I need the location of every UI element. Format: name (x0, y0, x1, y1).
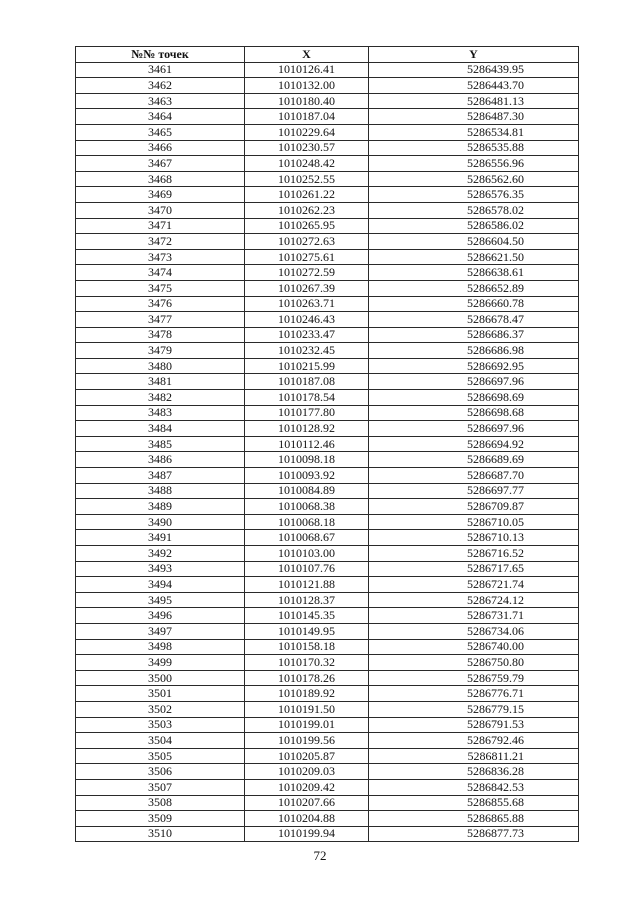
x-cell: 1010103.00 (245, 546, 369, 562)
table-row (76, 670, 579, 686)
table-row (76, 327, 579, 343)
table-row (76, 78, 579, 94)
point-number-cell: 3478 (76, 327, 245, 343)
x-cell: 1010180.40 (245, 93, 369, 109)
table-row (76, 483, 579, 499)
point-number-cell: 3488 (76, 483, 245, 499)
y-cell: 5286694.92 (369, 436, 579, 452)
x-cell: 1010178.26 (245, 670, 369, 686)
table-row (76, 655, 579, 671)
y-cell: 5286721.74 (369, 577, 579, 593)
x-cell: 1010170.32 (245, 655, 369, 671)
y-cell: 5286652.89 (369, 280, 579, 296)
x-cell: 1010275.61 (245, 249, 369, 265)
x-cell: 1010098.18 (245, 452, 369, 468)
table-row (76, 421, 579, 437)
point-number-cell: 3491 (76, 530, 245, 546)
table-row (76, 468, 579, 484)
table-row (76, 124, 579, 140)
x-cell: 1010272.59 (245, 265, 369, 281)
y-cell: 5286534.81 (369, 124, 579, 140)
x-cell: 1010177.80 (245, 405, 369, 421)
point-number-cell: 3481 (76, 374, 245, 390)
table-row (76, 358, 579, 374)
y-cell: 5286556.96 (369, 156, 579, 172)
point-number-cell: 3483 (76, 405, 245, 421)
point-number-cell: 3473 (76, 249, 245, 265)
x-cell: 1010209.42 (245, 779, 369, 795)
y-cell: 5286698.69 (369, 390, 579, 406)
y-cell: 5286578.02 (369, 202, 579, 218)
y-cell: 5286686.98 (369, 343, 579, 359)
x-cell: 1010246.43 (245, 312, 369, 328)
table-row (76, 156, 579, 172)
x-cell: 1010128.37 (245, 592, 369, 608)
point-number-cell: 3509 (76, 811, 245, 827)
table-row (76, 171, 579, 187)
table-row (76, 779, 579, 795)
x-cell: 1010229.64 (245, 124, 369, 140)
x-cell: 1010215.99 (245, 358, 369, 374)
point-number-cell: 3468 (76, 171, 245, 187)
y-cell: 5286535.88 (369, 140, 579, 156)
y-cell: 5286487.30 (369, 109, 579, 125)
point-number-cell: 3470 (76, 202, 245, 218)
x-cell: 1010128.92 (245, 421, 369, 437)
point-number-cell: 3490 (76, 514, 245, 530)
point-number-cell: 3469 (76, 187, 245, 203)
table-row (76, 312, 579, 328)
table-row (76, 499, 579, 515)
x-cell: 1010187.08 (245, 374, 369, 390)
x-cell: 1010261.22 (245, 187, 369, 203)
point-number-cell: 3499 (76, 655, 245, 671)
y-cell: 5286811.21 (369, 748, 579, 764)
point-number-cell: 3484 (76, 421, 245, 437)
table-row (76, 202, 579, 218)
y-cell: 5286791.53 (369, 717, 579, 733)
y-cell: 5286576.35 (369, 187, 579, 203)
y-cell: 5286689.69 (369, 452, 579, 468)
table-row (76, 140, 579, 156)
table-row (76, 374, 579, 390)
point-number-cell: 3479 (76, 343, 245, 359)
point-number-cell: 3461 (76, 62, 245, 78)
y-cell: 5286692.95 (369, 358, 579, 374)
x-cell: 1010272.63 (245, 234, 369, 250)
point-number-cell: 3489 (76, 499, 245, 515)
y-cell: 5286779.15 (369, 701, 579, 717)
point-number-cell: 3476 (76, 296, 245, 312)
y-cell: 5286678.47 (369, 312, 579, 328)
table-row (76, 234, 579, 250)
y-cell: 5286734.06 (369, 623, 579, 639)
y-cell: 5286638.61 (369, 265, 579, 281)
point-number-cell: 3462 (76, 78, 245, 94)
y-cell: 5286443.70 (369, 78, 579, 94)
point-number-cell: 3477 (76, 312, 245, 328)
point-number-cell: 3465 (76, 124, 245, 140)
point-number-cell: 3504 (76, 733, 245, 749)
table-header-row (76, 47, 579, 63)
point-number-cell: 3502 (76, 701, 245, 717)
point-number-cell: 3472 (76, 234, 245, 250)
y-cell: 5286687.70 (369, 468, 579, 484)
y-cell: 5286740.00 (369, 639, 579, 655)
x-cell: 1010068.38 (245, 499, 369, 515)
x-cell: 1010107.76 (245, 561, 369, 577)
table-row (76, 608, 579, 624)
y-cell: 5286750.80 (369, 655, 579, 671)
x-cell: 1010132.00 (245, 78, 369, 94)
table-row (76, 452, 579, 468)
y-cell: 5286716.52 (369, 546, 579, 562)
y-cell: 5286562.60 (369, 171, 579, 187)
table-row (76, 546, 579, 562)
point-number-cell: 3501 (76, 686, 245, 702)
page-number: 72 (313, 848, 327, 863)
table-row (76, 109, 579, 125)
table-row (76, 280, 579, 296)
x-cell: 1010191.50 (245, 701, 369, 717)
y-cell: 5286621.50 (369, 249, 579, 265)
point-number-cell: 3464 (76, 109, 245, 125)
table-row (76, 795, 579, 811)
table-row (76, 187, 579, 203)
point-number-cell: 3482 (76, 390, 245, 406)
table-row (76, 717, 579, 733)
x-cell: 1010263.71 (245, 296, 369, 312)
x-cell: 1010068.18 (245, 514, 369, 530)
point-number-cell: 3505 (76, 748, 245, 764)
table-row (76, 93, 579, 109)
y-cell: 5286792.46 (369, 733, 579, 749)
x-cell: 1010178.54 (245, 390, 369, 406)
point-number-cell: 3474 (76, 265, 245, 281)
x-cell: 1010126.41 (245, 62, 369, 78)
y-cell: 5286836.28 (369, 764, 579, 780)
y-cell: 5286759.79 (369, 670, 579, 686)
table-row (76, 639, 579, 655)
point-number-cell: 3497 (76, 623, 245, 639)
table-row (76, 390, 579, 406)
point-number-cell: 3503 (76, 717, 245, 733)
table-row (76, 826, 579, 842)
x-cell: 1010093.92 (245, 468, 369, 484)
table-row (76, 249, 579, 265)
table-row (76, 343, 579, 359)
table-row (76, 265, 579, 281)
table-row (76, 764, 579, 780)
point-number-cell: 3485 (76, 436, 245, 452)
x-cell: 1010112.46 (245, 436, 369, 452)
y-cell: 5286604.50 (369, 234, 579, 250)
y-cell: 5286724.12 (369, 592, 579, 608)
x-cell: 1010145.35 (245, 608, 369, 624)
point-number-cell: 3507 (76, 779, 245, 795)
y-cell: 5286697.96 (369, 421, 579, 437)
table-body (76, 62, 579, 842)
point-number-cell: 3493 (76, 561, 245, 577)
x-cell: 1010248.42 (245, 156, 369, 172)
table-row (76, 733, 579, 749)
table-row (76, 62, 579, 78)
x-cell: 1010158.18 (245, 639, 369, 655)
y-cell: 5286865.88 (369, 811, 579, 827)
header-x: X (245, 47, 369, 63)
table-row (76, 811, 579, 827)
x-cell: 1010207.66 (245, 795, 369, 811)
table-row (76, 436, 579, 452)
x-cell: 1010199.56 (245, 733, 369, 749)
x-cell: 1010068.67 (245, 530, 369, 546)
table-row (76, 218, 579, 234)
y-cell: 5286710.05 (369, 514, 579, 530)
y-cell: 5286697.77 (369, 483, 579, 499)
x-cell: 1010252.55 (245, 171, 369, 187)
point-number-cell: 3494 (76, 577, 245, 593)
x-cell: 1010265.95 (245, 218, 369, 234)
point-number-cell: 3498 (76, 639, 245, 655)
y-cell: 5286697.96 (369, 374, 579, 390)
y-cell: 5286855.68 (369, 795, 579, 811)
point-number-cell: 3508 (76, 795, 245, 811)
table-row (76, 296, 579, 312)
table-row (76, 561, 579, 577)
table-row (76, 701, 579, 717)
x-cell: 1010149.95 (245, 623, 369, 639)
x-cell: 1010199.94 (245, 826, 369, 842)
y-cell: 5286709.87 (369, 499, 579, 515)
header-y: Y (369, 47, 579, 63)
y-cell: 5286842.53 (369, 779, 579, 795)
y-cell: 5286698.68 (369, 405, 579, 421)
y-cell: 5286717.65 (369, 561, 579, 577)
table-row (76, 592, 579, 608)
point-number-cell: 3466 (76, 140, 245, 156)
y-cell: 5286877.73 (369, 826, 579, 842)
table-row (76, 530, 579, 546)
coordinates-table (75, 46, 579, 842)
table-row (76, 748, 579, 764)
point-number-cell: 3487 (76, 468, 245, 484)
header-point-number: №№ точек (76, 47, 245, 63)
point-number-cell: 3495 (76, 592, 245, 608)
table-row (76, 623, 579, 639)
point-number-cell: 3496 (76, 608, 245, 624)
x-cell: 1010189.92 (245, 686, 369, 702)
y-cell: 5286481.13 (369, 93, 579, 109)
x-cell: 1010209.03 (245, 764, 369, 780)
table-row (76, 686, 579, 702)
point-number-cell: 3500 (76, 670, 245, 686)
y-cell: 5286686.37 (369, 327, 579, 343)
y-cell: 5286731.71 (369, 608, 579, 624)
x-cell: 1010205.87 (245, 748, 369, 764)
table-row (76, 405, 579, 421)
x-cell: 1010233.47 (245, 327, 369, 343)
point-number-cell: 3475 (76, 280, 245, 296)
y-cell: 5286710.13 (369, 530, 579, 546)
x-cell: 1010267.39 (245, 280, 369, 296)
x-cell: 1010199.01 (245, 717, 369, 733)
x-cell: 1010230.57 (245, 140, 369, 156)
x-cell: 1010187.04 (245, 109, 369, 125)
y-cell: 5286586.02 (369, 218, 579, 234)
x-cell: 1010262.23 (245, 202, 369, 218)
y-cell: 5286776.71 (369, 686, 579, 702)
table-row (76, 514, 579, 530)
point-number-cell: 3480 (76, 358, 245, 374)
point-number-cell: 3506 (76, 764, 245, 780)
point-number-cell: 3467 (76, 156, 245, 172)
point-number-cell: 3486 (76, 452, 245, 468)
point-number-cell: 3492 (76, 546, 245, 562)
point-number-cell: 3510 (76, 826, 245, 842)
x-cell: 1010232.45 (245, 343, 369, 359)
x-cell: 1010084.89 (245, 483, 369, 499)
y-cell: 5286439.95 (369, 62, 579, 78)
x-cell: 1010121.88 (245, 577, 369, 593)
x-cell: 1010204.88 (245, 811, 369, 827)
y-cell: 5286660.78 (369, 296, 579, 312)
point-number-cell: 3463 (76, 93, 245, 109)
point-number-cell: 3471 (76, 218, 245, 234)
table-row (76, 577, 579, 593)
